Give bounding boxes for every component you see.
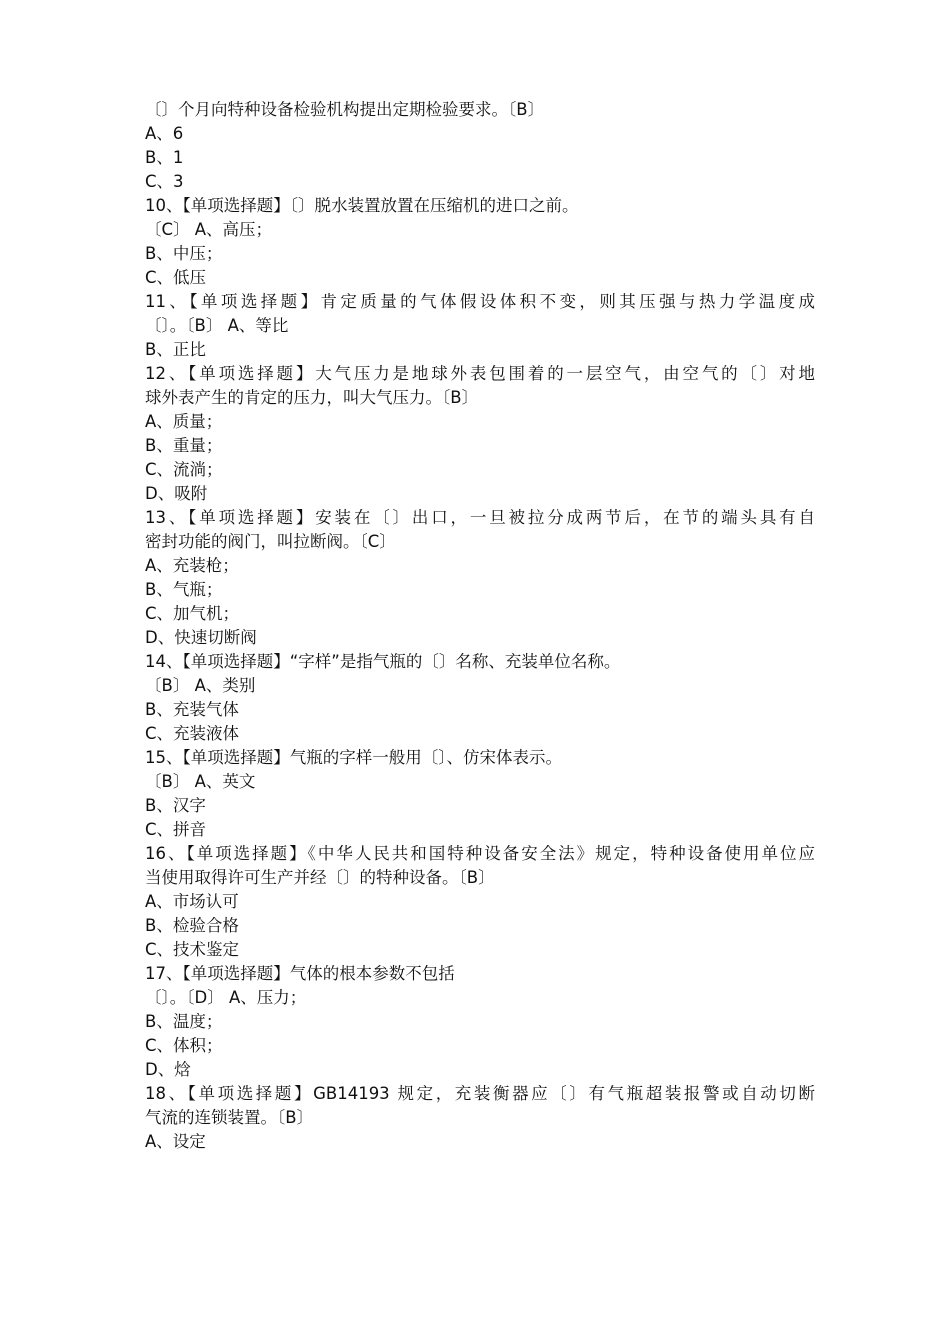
question-16-continuation: 当使用取得许可生产并经〔〕的特种设备。〔B〕 — [145, 868, 495, 887]
question-14: 14、【单项选择题】“字样”是指气瓶的〔〕名称、充装单位名称。 — [145, 652, 621, 671]
option-a: A、质量； — [145, 412, 223, 431]
option-b: B、检验合格 — [145, 916, 239, 935]
option-a: A、6 — [145, 124, 184, 143]
option-b: B、重量； — [145, 436, 223, 455]
answer-and-option-a: 〔B〕 A、类别 — [145, 676, 256, 695]
question-13: 13、【单项选择题】安装在〔〕出口，一旦被拉分成两节后，在节的端头具有自 — [145, 508, 815, 527]
question-10: 10、【单项选择题】〔〕脱水装置放置在压缩机的进口之前。 — [145, 196, 579, 215]
answer-and-option-a: 〔〕。〔D〕 A、压力； — [145, 988, 307, 1007]
option-c: C、流淌； — [145, 460, 223, 479]
option-d: D、吸附 — [145, 484, 208, 503]
question-continuation-line: 〔〕个月向特种设备检验机构提出定期检验要求。〔B〕 — [145, 100, 545, 119]
option-b: B、正比 — [145, 340, 206, 359]
option-b: B、中压； — [145, 244, 223, 263]
option-d: D、快速切断阀 — [145, 628, 257, 647]
option-b: B、温度； — [145, 1012, 223, 1031]
option-c: C、低压 — [145, 268, 207, 287]
question-15: 15、【单项选择题】气瓶的字样一般用〔〕、仿宋体表示。 — [145, 748, 562, 767]
option-b: B、气瓶； — [145, 580, 223, 599]
question-text-block — [145, 98, 815, 1154]
option-d: D、焓 — [145, 1060, 191, 1079]
question-12-continuation: 球外表产生的肯定的压力，叫大气压力。〔B〕 — [145, 388, 479, 407]
option-b: B、1 — [145, 148, 184, 167]
option-c: C、3 — [145, 172, 184, 191]
option-a: A、设定 — [145, 1132, 206, 1151]
question-12: 12、【单项选择题】大气压力是地球外表包围着的一层空气，由空气的〔〕对地 — [145, 364, 815, 383]
answer-and-option-a: 〔〕。〔B〕 A、等比 — [145, 316, 289, 335]
option-c: C、技术鉴定 — [145, 940, 240, 959]
question-13-continuation: 密封功能的阀门，叫拉断阀。〔C〕 — [145, 532, 396, 551]
option-c: C、加气机； — [145, 604, 240, 623]
option-c: C、充装液体 — [145, 724, 240, 743]
answer-and-option-a: 〔B〕 A、英文 — [145, 772, 256, 791]
option-b: B、汉字 — [145, 796, 206, 815]
option-a: A、充装枪； — [145, 556, 239, 575]
question-18-continuation: 气流的连锁装置。〔B〕 — [145, 1108, 314, 1127]
option-a: A、市场认可 — [145, 892, 239, 911]
option-b: B、充装气体 — [145, 700, 239, 719]
question-16: 16、【单项选择题】《中华人民共和国特种设备安全法》规定，特种设备使用单位应 — [145, 844, 815, 863]
question-17: 17、【单项选择题】气体的根本参数不包括 — [145, 964, 455, 983]
question-18: 18、【单项选择题】GB14193 规定，充装衡器应〔〕有气瓶超装报警或自动切断 — [145, 1084, 815, 1103]
option-c: C、拼音 — [145, 820, 207, 839]
option-c: C、体积； — [145, 1036, 223, 1055]
answer-and-option-a: 〔C〕 A、高压； — [145, 220, 273, 239]
question-11: 11、【单项选择题】肯定质量的气体假设体积不变，则其压强与热力学温度成 — [145, 292, 815, 311]
